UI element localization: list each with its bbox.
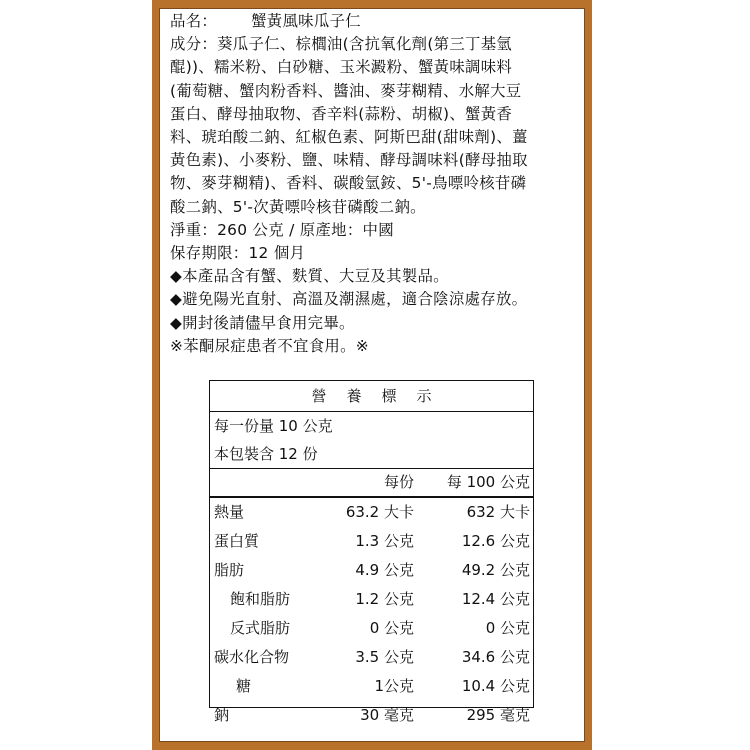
nutrient-name: 飽和脂肪 (230, 590, 291, 608)
per-100g-value: 295 毫克 (466, 706, 530, 724)
nutrition-row-fat (210, 556, 533, 585)
per-100g-value: 12.6 公克 (461, 532, 530, 550)
per-100g-value: 632 大卡 (466, 503, 530, 521)
servings-per-package: 本包裝含 12 份 (210, 440, 533, 469)
per-100g-value: 0 公克 (485, 619, 530, 637)
nutrient-name: 脂肪 (214, 561, 245, 579)
per-serving-value: 1公克 (374, 677, 414, 695)
per-100g-value: 10.4 公克 (461, 677, 530, 695)
per-serving-value: 0 公克 (369, 619, 414, 637)
product-name-label: 品名： (170, 12, 218, 30)
nutrient-name: 熱量 (214, 503, 245, 521)
per-serving-value: 4.9 公克 (355, 561, 414, 579)
nutrition-row-sugar (210, 672, 533, 701)
per-100g-value: 49.2 公克 (461, 561, 530, 579)
nutrition-row-sodium (210, 701, 533, 730)
nutrient-name: 反式脂肪 (230, 619, 291, 637)
ingredient-line: 物、麥芽糊精)、香料、碳酸氫銨、5'-鳥嘌呤核苷磷 (170, 174, 527, 193)
ingredient-line: 成分：葵瓜子仁、棕櫚油(含抗氧化劑(第三丁基氫 (170, 35, 513, 54)
serving-size: 每一份量 10 公克 (214, 417, 333, 435)
ingredient-line: 蛋白、酵母抽取物、香辛料(蒜粉、胡椒)、蟹黃香 (170, 104, 513, 123)
net-weight: 淨重：260 公克 / 原產地：中國 (170, 220, 394, 239)
nutrient-name: 蛋白質 (214, 532, 260, 550)
per-serving-value: 1.3 公克 (355, 532, 414, 550)
after-open-notice: ◆開封後請儘早食用完畢。 (170, 313, 355, 332)
per-100g-value: 12.4 公克 (461, 590, 530, 608)
product-name: 蟹黃風味瓜子仁 (251, 12, 361, 30)
nutrition-title: 營養標示 (210, 381, 533, 412)
ingredient-line: (葡萄糖、蟹肉粉香料、醬油、麥芽糊精、水解大豆 (170, 81, 522, 100)
nutrition-facts-table (209, 380, 534, 724)
nutrition-row-energy (210, 498, 533, 527)
nutrient-name: 糖 (236, 677, 252, 695)
per-serving-value: 30 毫克 (360, 706, 414, 724)
pku-warning: ※苯酮尿症患者不宜食用。※ (170, 336, 369, 355)
per-serving-value: 1.2 公克 (355, 590, 414, 608)
nutrient-name: 鈉 (214, 706, 230, 724)
ingredient-line: 酸二鈉、5'-次黃嘌呤核苷磷酸二鈉。 (170, 197, 426, 216)
col-per-serving: 每份 (383, 473, 414, 491)
nutrient-name: 碳水化合物 (214, 648, 290, 666)
ingredient-line: 料、琥珀酸二鈉、紅椒色素、阿斯巴甜(甜味劑)、薑 (170, 128, 528, 147)
nutrition-column-header (210, 469, 533, 498)
per-serving-value: 3.5 公克 (355, 648, 414, 666)
ingredient-line: 黃色素)、小麥粉、鹽、味精、酵母調味料(酵母抽取 (170, 151, 528, 170)
shelf-life: 保存期限：12 個月 (170, 244, 306, 263)
nutrition-row-protein (210, 527, 533, 556)
col-per-100g: 每 100 公克 (446, 473, 530, 491)
nutrition-row-trans-fat (210, 614, 533, 643)
label-text-block (170, 10, 580, 358)
product-name-line (170, 10, 580, 33)
allergen-notice: ◆本產品含有蟹、麩質、大豆及其製品。 (170, 267, 449, 286)
nutrition-row-carbohydrate (210, 643, 533, 672)
storage-notice: ◆避免陽光直射、高溫及潮濕處，適合陰涼處存放。 (170, 290, 528, 309)
nutrition-row-saturated-fat (210, 585, 533, 614)
per-serving-value: 63.2 大卡 (345, 503, 414, 521)
ingredient-line: 醌))、糯米粉、白砂糖、玉米澱粉、蟹黃味調味料 (170, 58, 513, 77)
per-100g-value: 34.6 公克 (461, 648, 530, 666)
